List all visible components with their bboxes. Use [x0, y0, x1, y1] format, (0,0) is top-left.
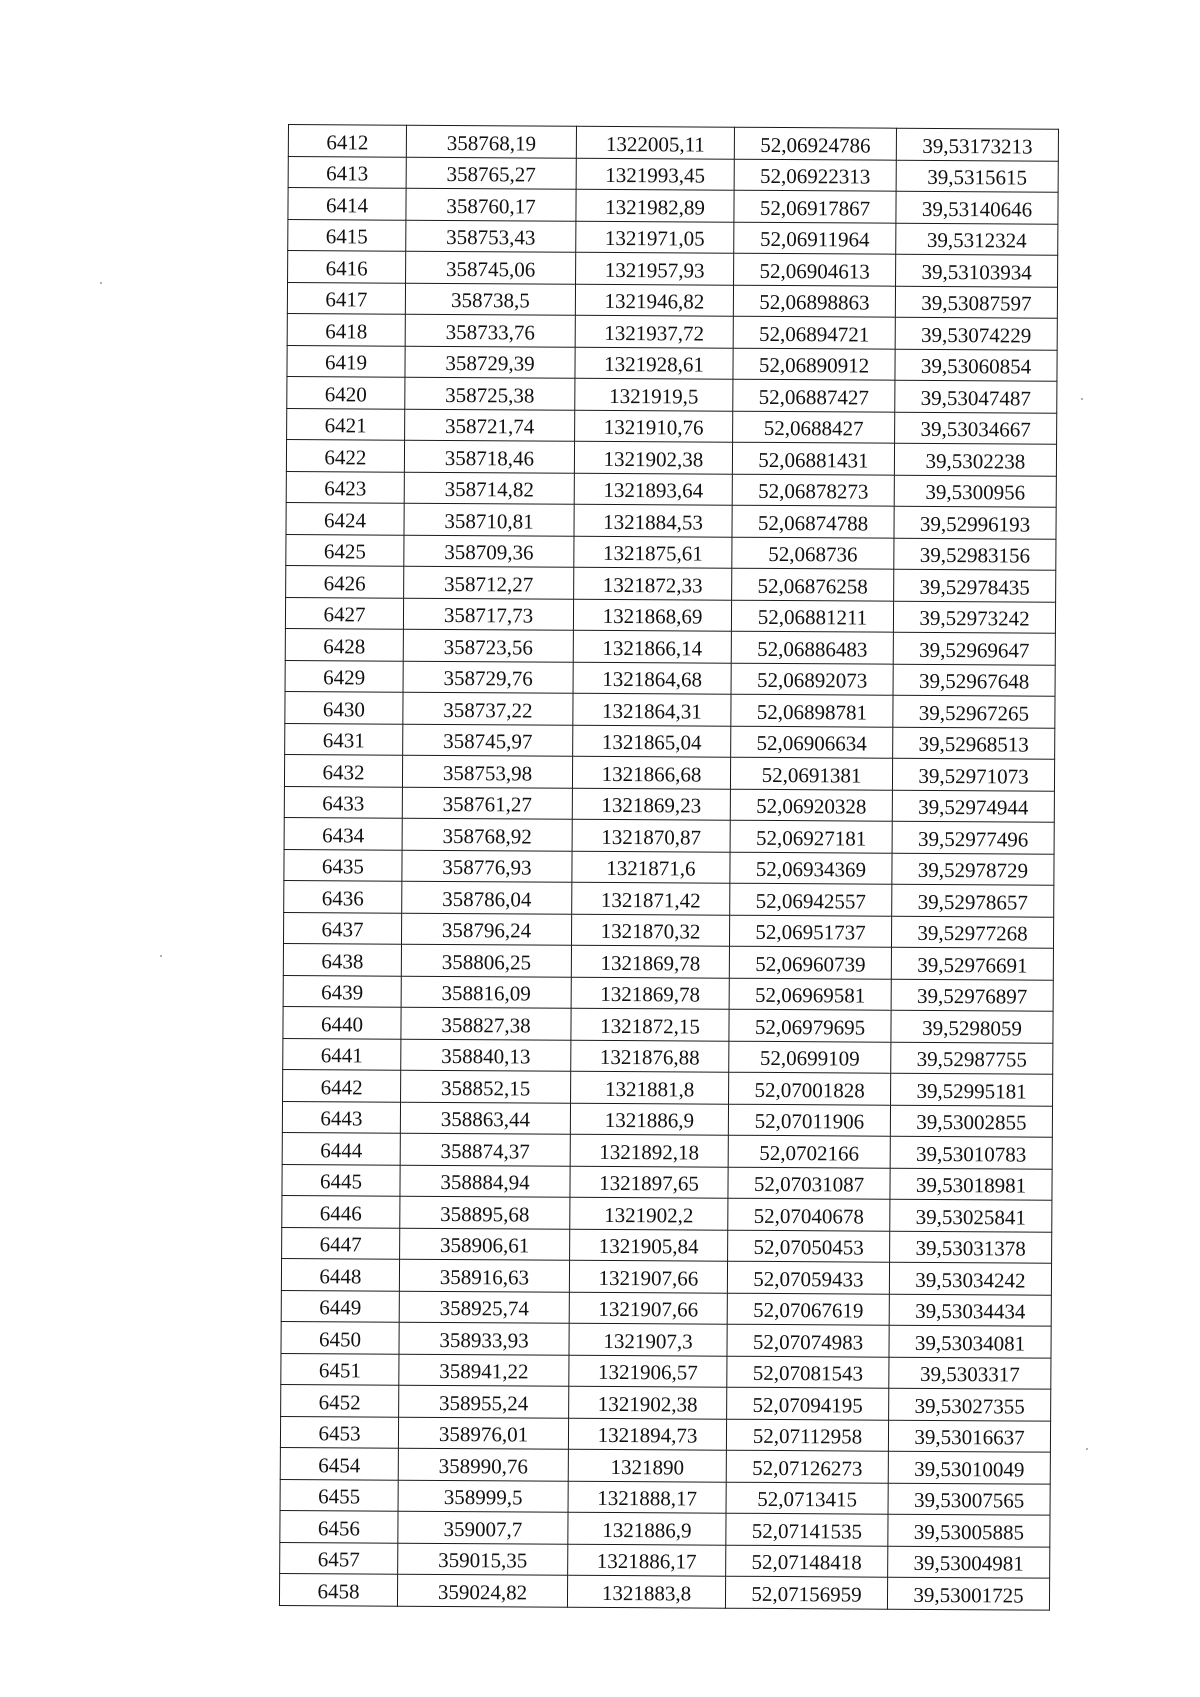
y-coordinate-cell: 1321866,14: [573, 630, 731, 662]
latitude-cell: 52,07011906: [728, 1104, 890, 1136]
y-coordinate-cell: 1321993,45: [576, 158, 734, 190]
point-number-cell: 6445: [282, 1164, 400, 1196]
latitude-cell: 52,06874788: [732, 505, 894, 537]
point-number-cell: 6440: [283, 1006, 401, 1038]
longitude-cell: 39,53087597: [895, 286, 1057, 318]
longitude-cell: 39,5312324: [896, 223, 1058, 255]
longitude-cell: 39,53025841: [890, 1199, 1052, 1231]
latitude-cell: 52,07112958: [726, 1419, 888, 1451]
table-row: [288, 219, 1058, 255]
longitude-cell: 39,5298059: [891, 1010, 1053, 1042]
table-row: [284, 754, 1054, 790]
latitude-cell: 52,06924786: [734, 127, 896, 159]
table-row: [285, 660, 1055, 696]
longitude-cell: 39,52969647: [893, 632, 1055, 664]
latitude-cell: 52,0691381: [730, 757, 892, 789]
y-coordinate-cell: 1321971,05: [576, 221, 734, 253]
latitude-cell: 52,07156959: [725, 1576, 887, 1608]
table-row: [280, 1479, 1050, 1515]
latitude-cell: 52,06894721: [733, 316, 895, 348]
point-number-cell: 6421: [287, 408, 405, 440]
point-number-cell: 6430: [285, 691, 403, 723]
x-coordinate-cell: 358776,93: [402, 850, 572, 883]
x-coordinate-cell: 358733,76: [405, 314, 575, 347]
x-coordinate-cell: 358745,06: [406, 251, 576, 284]
y-coordinate-cell: 1321869,23: [572, 788, 730, 820]
x-coordinate-cell: 358806,25: [401, 944, 571, 977]
x-coordinate-cell: 358717,73: [403, 598, 573, 631]
point-number-cell: 6447: [282, 1227, 400, 1259]
table-row: [282, 1101, 1052, 1137]
point-number-cell: 6428: [285, 628, 403, 660]
table-row: [285, 597, 1055, 633]
longitude-cell: 39,53027355: [889, 1388, 1051, 1420]
longitude-cell: 39,53004981: [888, 1546, 1050, 1578]
x-coordinate-cell: 358729,76: [403, 661, 573, 694]
latitude-cell: 52,06886483: [731, 631, 893, 663]
x-coordinate-cell: 358976,01: [398, 1417, 568, 1450]
table-row: [288, 156, 1058, 192]
y-coordinate-cell: 1321982,89: [576, 189, 734, 221]
point-number-cell: 6427: [285, 597, 403, 629]
y-coordinate-cell: 1321864,68: [573, 662, 731, 694]
y-coordinate-cell: 1321907,66: [569, 1260, 727, 1292]
point-number-cell: 6454: [280, 1447, 398, 1479]
table-row: [283, 1006, 1053, 1042]
longitude-cell: 39,53031378: [890, 1231, 1052, 1263]
y-coordinate-cell: 1321907,66: [569, 1292, 727, 1324]
table-row: [281, 1258, 1051, 1294]
y-coordinate-cell: 1321871,42: [572, 882, 730, 914]
latitude-cell: 52,06881211: [731, 600, 893, 632]
latitude-cell: 52,06917867: [734, 190, 896, 222]
x-coordinate-cell: 358990,76: [398, 1448, 568, 1481]
longitude-cell: 39,52974944: [892, 790, 1054, 822]
longitude-cell: 39,52978729: [892, 853, 1054, 885]
y-coordinate-cell: 1321902,2: [570, 1197, 728, 1229]
x-coordinate-cell: 358712,27: [404, 566, 574, 599]
point-number-cell: 6441: [283, 1038, 401, 1070]
latitude-cell: 52,06878273: [732, 474, 894, 506]
x-coordinate-cell: 358874,37: [400, 1133, 570, 1166]
y-coordinate-cell: 1321957,93: [576, 252, 734, 284]
x-coordinate-cell: 359015,35: [398, 1543, 568, 1576]
longitude-cell: 39,53016637: [888, 1420, 1050, 1452]
latitude-cell: 52,06920328: [730, 789, 892, 821]
point-number-cell: 6433: [284, 786, 402, 818]
table-row: [285, 723, 1055, 759]
point-number-cell: 6456: [280, 1510, 398, 1542]
longitude-cell: 39,52995181: [891, 1073, 1053, 1105]
table-row: [283, 1038, 1053, 1074]
table-row: [281, 1321, 1051, 1357]
x-coordinate-cell: 358760,17: [406, 188, 576, 221]
y-coordinate-cell: 1321937,72: [575, 315, 733, 347]
point-number-cell: 6448: [281, 1258, 399, 1290]
longitude-cell: 39,53001725: [887, 1577, 1049, 1609]
longitude-cell: 39,52983156: [894, 538, 1056, 570]
x-coordinate-cell: 358710,81: [404, 503, 574, 536]
scan-speck: [1086, 1448, 1088, 1450]
latitude-cell: 52,06911964: [734, 222, 896, 254]
x-coordinate-cell: 358714,82: [404, 472, 574, 505]
y-coordinate-cell: 1321872,33: [574, 567, 732, 599]
latitude-cell: 52,0699109: [729, 1041, 891, 1073]
point-number-cell: 6439: [283, 975, 401, 1007]
longitude-cell: 39,53140646: [896, 191, 1058, 223]
table-row: [280, 1416, 1050, 1452]
latitude-cell: 52,06942557: [730, 883, 892, 915]
table-row: [284, 880, 1054, 916]
point-number-cell: 6442: [283, 1069, 401, 1101]
longitude-cell: 39,53034667: [895, 412, 1057, 444]
latitude-cell: 52,06934369: [730, 852, 892, 884]
latitude-cell: 52,07067619: [727, 1293, 889, 1325]
longitude-cell: 39,52977496: [892, 821, 1054, 853]
latitude-cell: 52,07094195: [727, 1387, 889, 1419]
longitude-cell: 39,53034242: [889, 1262, 1051, 1294]
latitude-cell: 52,068736: [732, 537, 894, 569]
table-row: [280, 1510, 1050, 1546]
x-coordinate-cell: 358753,98: [402, 755, 572, 788]
point-number-cell: 6419: [287, 345, 405, 377]
point-number-cell: 6425: [286, 534, 404, 566]
scan-speck: [100, 282, 102, 284]
table-row: [283, 1069, 1053, 1105]
x-coordinate-cell: 358999,5: [398, 1480, 568, 1513]
x-coordinate-cell: 358852,15: [401, 1070, 571, 1103]
point-number-cell: 6417: [287, 282, 405, 314]
point-number-cell: 6457: [280, 1542, 398, 1574]
x-coordinate-cell: 358840,13: [401, 1039, 571, 1072]
longitude-cell: 39,53034434: [889, 1294, 1051, 1326]
table-row: [288, 188, 1058, 224]
y-coordinate-cell: 1321869,78: [571, 977, 729, 1009]
y-coordinate-cell: 1321902,38: [569, 1386, 727, 1418]
longitude-cell: 39,53074229: [895, 317, 1057, 349]
y-coordinate-cell: 1321902,38: [574, 441, 732, 473]
y-coordinate-cell: 1321875,61: [574, 536, 732, 568]
table-row: [284, 849, 1054, 885]
latitude-cell: 52,07050453: [728, 1230, 890, 1262]
longitude-cell: 39,52967265: [893, 695, 1055, 727]
point-number-cell: 6426: [286, 565, 404, 597]
latitude-cell: 52,06887427: [733, 379, 895, 411]
latitude-cell: 52,06898863: [733, 285, 895, 317]
x-coordinate-cell: 358796,24: [401, 913, 571, 946]
latitude-cell: 52,0702166: [728, 1135, 890, 1167]
longitude-cell: 39,5302238: [894, 443, 1056, 475]
point-number-cell: 6446: [282, 1195, 400, 1227]
x-coordinate-cell: 358725,38: [405, 377, 575, 410]
point-number-cell: 6450: [281, 1321, 399, 1353]
longitude-cell: 39,52996193: [894, 506, 1056, 538]
table-row: [286, 439, 1056, 475]
point-number-cell: 6435: [284, 849, 402, 881]
x-coordinate-cell: 358729,39: [405, 346, 575, 379]
y-coordinate-cell: 1321865,04: [573, 725, 731, 757]
table-row: [281, 1384, 1051, 1420]
y-coordinate-cell: 1321884,53: [574, 504, 732, 536]
longitude-cell: 39,52978435: [894, 569, 1056, 601]
table-row: [281, 1353, 1051, 1389]
latitude-cell: 52,07141535: [726, 1513, 888, 1545]
point-number-cell: 6458: [279, 1573, 397, 1605]
longitude-cell: 39,53002855: [890, 1105, 1052, 1137]
point-number-cell: 6418: [287, 313, 405, 345]
x-coordinate-cell: 358761,27: [402, 787, 572, 820]
longitude-cell: 39,53005885: [888, 1514, 1050, 1546]
y-coordinate-cell: 1321886,9: [568, 1512, 726, 1544]
point-number-cell: 6420: [287, 376, 405, 408]
latitude-cell: 52,06881431: [732, 442, 894, 474]
table-row: [285, 628, 1055, 664]
point-number-cell: 6444: [282, 1132, 400, 1164]
latitude-cell: 52,06904613: [734, 253, 896, 285]
point-number-cell: 6431: [285, 723, 403, 755]
y-coordinate-cell: 1321886,9: [570, 1103, 728, 1135]
scan-speck: [160, 955, 162, 957]
table-row: [286, 565, 1056, 601]
x-coordinate-cell: 358925,74: [399, 1291, 569, 1324]
latitude-cell: 52,06979695: [729, 1009, 891, 1041]
table-row: [287, 376, 1057, 412]
y-coordinate-cell: 1321892,18: [570, 1134, 728, 1166]
table-row: [287, 282, 1057, 318]
point-number-cell: 6438: [283, 943, 401, 975]
latitude-cell: 52,07126273: [726, 1450, 888, 1482]
x-coordinate-cell: 358786,04: [402, 881, 572, 914]
table-row: [286, 534, 1056, 570]
y-coordinate-cell: 1321868,69: [573, 599, 731, 631]
latitude-cell: 52,06890912: [733, 348, 895, 380]
y-coordinate-cell: 1321866,68: [572, 756, 730, 788]
y-coordinate-cell: 1321876,88: [571, 1040, 729, 1072]
longitude-cell: 39,53034081: [889, 1325, 1051, 1357]
point-number-cell: 6422: [286, 439, 404, 471]
point-number-cell: 6424: [286, 502, 404, 534]
y-coordinate-cell: 1321946,82: [575, 284, 733, 316]
longitude-cell: 39,52978657: [892, 884, 1054, 916]
y-coordinate-cell: 1321870,32: [571, 914, 729, 946]
point-number-cell: 6455: [280, 1479, 398, 1511]
table-row: [282, 1195, 1052, 1231]
point-number-cell: 6413: [288, 156, 406, 188]
y-coordinate-cell: 1321864,31: [573, 693, 731, 725]
x-coordinate-cell: 358768,92: [402, 818, 572, 851]
y-coordinate-cell: 1321910,76: [575, 410, 733, 442]
y-coordinate-cell: 1321870,87: [572, 819, 730, 851]
x-coordinate-cell: 358816,09: [401, 976, 571, 1009]
y-coordinate-cell: 1321881,8: [571, 1071, 729, 1103]
y-coordinate-cell: 1321897,65: [570, 1166, 728, 1198]
y-coordinate-cell: 1321888,17: [568, 1481, 726, 1513]
longitude-cell: 39,52967648: [893, 664, 1055, 696]
point-number-cell: 6414: [288, 188, 406, 220]
table-row: [287, 345, 1057, 381]
latitude-cell: 52,06876258: [732, 568, 894, 600]
x-coordinate-cell: 358768,19: [406, 125, 576, 158]
coordinates-table: [279, 124, 1059, 1610]
point-number-cell: 6452: [281, 1384, 399, 1416]
point-number-cell: 6449: [281, 1290, 399, 1322]
point-number-cell: 6437: [283, 912, 401, 944]
table-row: [285, 691, 1055, 727]
longitude-cell: 39,53010783: [890, 1136, 1052, 1168]
y-coordinate-cell: 1321906,57: [569, 1355, 727, 1387]
longitude-cell: 39,53047487: [895, 380, 1057, 412]
longitude-cell: 39,53060854: [895, 349, 1057, 381]
x-coordinate-cell: 358933,93: [399, 1322, 569, 1355]
table-row: [284, 817, 1054, 853]
longitude-cell: 39,52987755: [891, 1042, 1053, 1074]
x-coordinate-cell: 358738,5: [405, 283, 575, 316]
x-coordinate-cell: 358863,44: [400, 1102, 570, 1135]
latitude-cell: 52,07081543: [727, 1356, 889, 1388]
longitude-cell: 39,52977268: [891, 916, 1053, 948]
latitude-cell: 52,06892073: [731, 663, 893, 695]
latitude-cell: 52,06922313: [734, 159, 896, 191]
point-number-cell: 6432: [284, 754, 402, 786]
table-row: [283, 943, 1053, 979]
table-row: [279, 1573, 1049, 1609]
latitude-cell: 52,07148418: [726, 1545, 888, 1577]
longitude-cell: 39,52971073: [892, 758, 1054, 790]
point-number-cell: 6443: [282, 1101, 400, 1133]
longitude-cell: 39,53103934: [896, 254, 1058, 286]
table-row: [288, 125, 1058, 161]
y-coordinate-cell: 1321893,64: [574, 473, 732, 505]
table-row: [283, 912, 1053, 948]
y-coordinate-cell: 1321869,78: [571, 945, 729, 977]
latitude-cell: 52,06969581: [729, 978, 891, 1010]
point-number-cell: 6423: [286, 471, 404, 503]
y-coordinate-cell: 1321928,61: [575, 347, 733, 379]
longitude-cell: 39,53010049: [888, 1451, 1050, 1483]
x-coordinate-cell: 358765,27: [406, 157, 576, 190]
longitude-cell: 39,5315615: [896, 160, 1058, 192]
longitude-cell: 39,52976897: [891, 979, 1053, 1011]
y-coordinate-cell: 1321890: [568, 1449, 726, 1481]
latitude-cell: 52,07001828: [729, 1072, 891, 1104]
table-row: [282, 1164, 1052, 1200]
table-row: [286, 471, 1056, 507]
longitude-cell: 39,53007565: [888, 1483, 1050, 1515]
latitude-cell: 52,06951737: [729, 915, 891, 947]
latitude-cell: 52,07059433: [727, 1261, 889, 1293]
x-coordinate-cell: 359007,7: [398, 1511, 568, 1544]
y-coordinate-cell: 1322005,11: [576, 126, 734, 158]
y-coordinate-cell: 1321905,84: [570, 1229, 728, 1261]
latitude-cell: 52,06906634: [731, 726, 893, 758]
x-coordinate-cell: 358916,63: [399, 1259, 569, 1292]
x-coordinate-cell: 358753,43: [406, 220, 576, 253]
point-number-cell: 6434: [284, 817, 402, 849]
x-coordinate-cell: 358827,38: [401, 1007, 571, 1040]
latitude-cell: 52,0713415: [726, 1482, 888, 1514]
table-row: [286, 502, 1056, 538]
longitude-cell: 39,53018981: [890, 1168, 1052, 1200]
latitude-cell: 52,07040678: [728, 1198, 890, 1230]
x-coordinate-cell: 358906,61: [400, 1228, 570, 1261]
x-coordinate-cell: 358955,24: [399, 1385, 569, 1418]
y-coordinate-cell: 1321886,17: [568, 1544, 726, 1576]
table-row: [283, 975, 1053, 1011]
y-coordinate-cell: 1321919,5: [575, 378, 733, 410]
x-coordinate-cell: 359024,82: [397, 1574, 567, 1607]
table-row: [287, 313, 1057, 349]
scan-speck: [1081, 398, 1083, 400]
x-coordinate-cell: 358895,68: [400, 1196, 570, 1229]
longitude-cell: 39,5300956: [894, 475, 1056, 507]
x-coordinate-cell: 358723,56: [403, 629, 573, 662]
point-number-cell: 6412: [288, 125, 406, 157]
latitude-cell: 52,07031087: [728, 1167, 890, 1199]
table-row: [282, 1132, 1052, 1168]
x-coordinate-cell: 358721,74: [405, 409, 575, 442]
point-number-cell: 6429: [285, 660, 403, 692]
point-number-cell: 6436: [284, 880, 402, 912]
point-number-cell: 6451: [281, 1353, 399, 1385]
longitude-cell: 39,52976691: [891, 947, 1053, 979]
x-coordinate-cell: 358941,22: [399, 1354, 569, 1387]
point-number-cell: 6415: [288, 219, 406, 251]
y-coordinate-cell: 1321907,3: [569, 1323, 727, 1355]
longitude-cell: 39,52973242: [893, 601, 1055, 633]
point-number-cell: 6416: [288, 251, 406, 283]
x-coordinate-cell: 358709,36: [404, 535, 574, 568]
longitude-cell: 39,5303317: [889, 1357, 1051, 1389]
x-coordinate-cell: 358884,94: [400, 1165, 570, 1198]
y-coordinate-cell: 1321871,6: [572, 851, 730, 883]
x-coordinate-cell: 358745,97: [403, 724, 573, 757]
table-row: [280, 1542, 1050, 1578]
table-row: [280, 1447, 1050, 1483]
x-coordinate-cell: 358718,46: [404, 440, 574, 473]
table-row: [282, 1227, 1052, 1263]
latitude-cell: 52,06898781: [731, 694, 893, 726]
table-row: [281, 1290, 1051, 1326]
point-number-cell: 6453: [280, 1416, 398, 1448]
x-coordinate-cell: 358737,22: [403, 692, 573, 725]
latitude-cell: 52,06960739: [729, 946, 891, 978]
longitude-cell: 39,53173213: [896, 128, 1058, 160]
table-row: [288, 251, 1058, 287]
latitude-cell: 52,07074983: [727, 1324, 889, 1356]
latitude-cell: 52,06927181: [730, 820, 892, 852]
y-coordinate-cell: 1321883,8: [567, 1575, 725, 1607]
coordinates-table-body: [279, 125, 1058, 1610]
y-coordinate-cell: 1321894,73: [568, 1418, 726, 1450]
y-coordinate-cell: 1321872,15: [571, 1008, 729, 1040]
latitude-cell: 52,0688427: [733, 411, 895, 443]
table-row: [287, 408, 1057, 444]
table-row: [284, 786, 1054, 822]
longitude-cell: 39,52968513: [893, 727, 1055, 759]
